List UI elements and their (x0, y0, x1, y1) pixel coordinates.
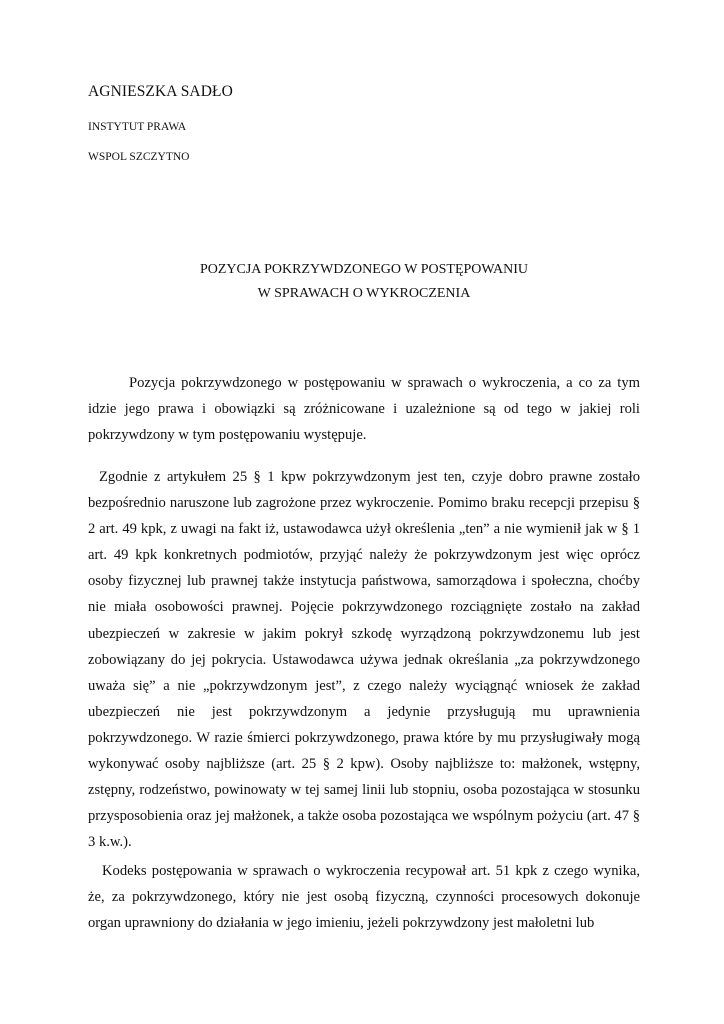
paragraph-text: Kodeks postępowania w sprawach o wykroczenia recypował art. 51 kpk z czego wynika, że, za pokrzywdzonego, który nie jest osobą fizyczną, czynności procesowych dokonuje organ uprawniony do działania w jego imieniu, jeżeli pokrzywdzony jest małoletni lub (88, 863, 640, 932)
title-line-2: W SPRAWACH O WYKROCZENIA (257, 286, 471, 301)
paragraph-3 (88, 858, 640, 936)
author-name: AGNIESZKA SADŁO (88, 83, 233, 100)
paragraph-text: Zgodnie z artykułem 25 § 1 kpw pokrzywdzonym jest ten, czyje dobro prawne zostało bezpośrednio naruszone lub zagrożone przez wykroczenie. Pomimo braku recepcji przepisu § 2 art. 49 kpk, z uwagi na fakt iż, ustawodawca użył określenia „ten” a nie wymienił jak w § 1 art. 49 kpk konkretnych podmiotów, przyjąć należy że pokrzywdzonym jest więc oprócz osoby fizycznej lub prawnej także instytucja państwowa, samorządowa i społeczna, choćby nie miała osobowości prawnej. Pojęcie pokrzywdzonego rozciągnięte zostało na zakład ubezpieczeń w zakresie w jakim pokrył szkodę wyrządzoną pokrzywdzonemu lub jest zobowiązany do jej pokrycia. Ustawodawca używa jednak określania „za pokrzywdzonego uważa się” a nie „pokrzywdzonym jest”, z czego należy wyciągnąć wniosek że zakład ubezpieczeń nie jest pokrzywdzonym a jedynie przysługują mu uprawnienia pokrzywdzonego. W razie śmierci pokrzywdzonego, prawa które by mu przysługiwały mogą wykonywać osoby najbliższe (art. 25 § 2 kpw). Osoby najbliższe to: małżonek, wstępny, zstępny, rodzeństwo, powinowaty w tej samej linii lub stopniu, osoba pozostająca w stosunku przysposobienia oraz jej małżonek, a także osoba pozostająca we wspólnym pożyciu (art. 47 § 3 k.w.). (88, 469, 640, 851)
title-line-1: POZYCJA POKRZYWDZONEGO W POSTĘPOWANIU (199, 262, 529, 277)
paragraph-2 (88, 464, 640, 855)
paragraph-1 (88, 370, 640, 448)
author-institute: INSTYTUT PRAWA (88, 121, 187, 133)
author-school: WSPOL SZCZYTNO (88, 151, 190, 163)
paragraph-text: Pozycja pokrzywdzonego w postępowaniu w sprawach o wykroczenia, a co za tym idzie jego prawa i obowiązki są zróżnicowane i uzależnione są od tego w jakiej roli pokrzywdzony w tym postępowaniu występuje. (88, 375, 640, 444)
document-title (88, 258, 640, 306)
